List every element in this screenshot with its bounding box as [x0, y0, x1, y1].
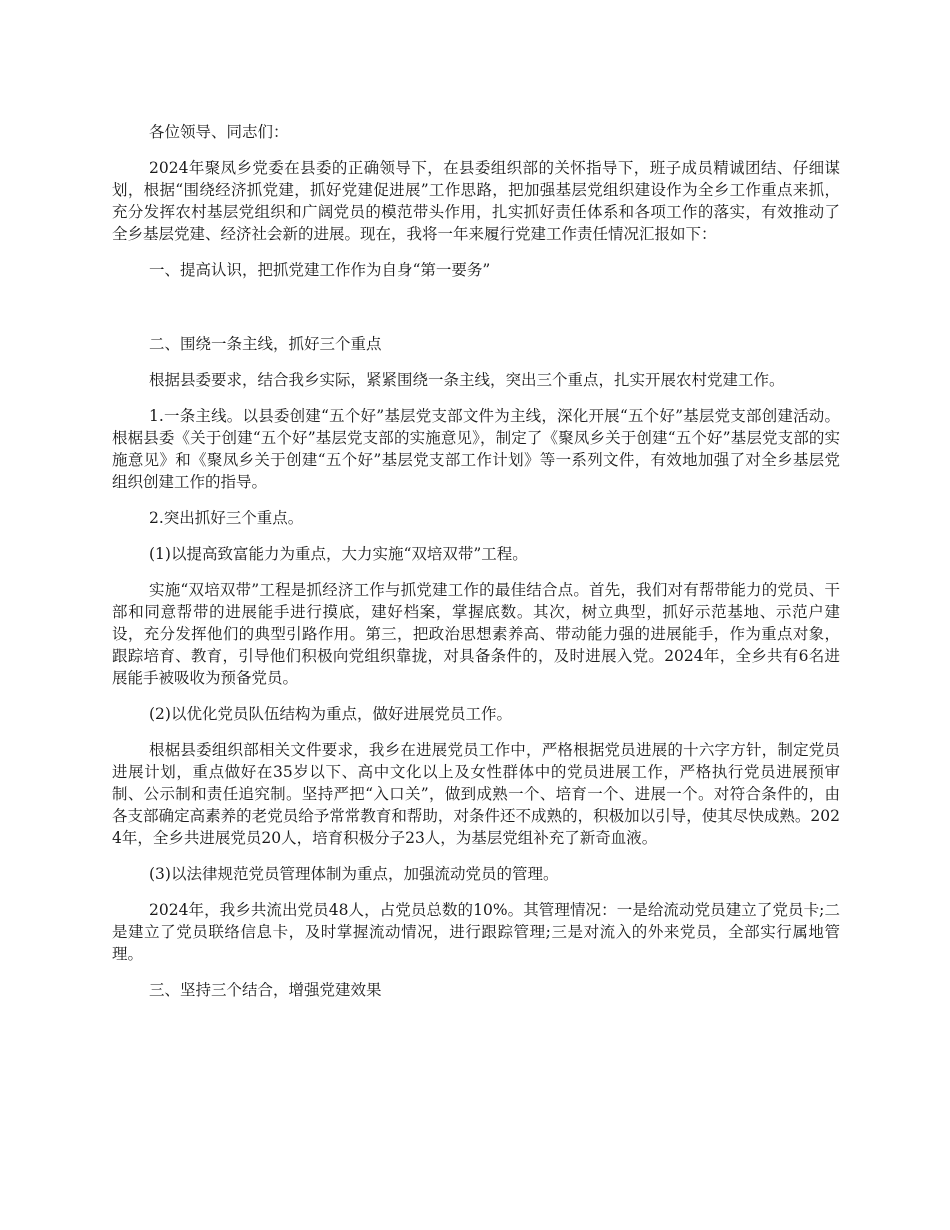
- salutation: 各位领导、同志们：: [149, 123, 289, 141]
- section-2-intro: 根据县委要求，结合我乡实际，紧紧围绕一条主线，突出三个重点，扎实开展农村党建工作。: [149, 371, 785, 389]
- document-body: [112, 121, 840, 1015]
- focus-2-heading: (2)以优化党员队伍结构为重点，做好进展党员工作。: [149, 705, 512, 723]
- intro-paragraph: 2024年聚凤乡党委在县委的正确领导下，在县委组织部的关怀指导下，班子成员精诚团结、仔细谋划，根据“围绕经济抓党建，抓好党建促进展”工作思路，把加强基层党组织建设作为全乡工作重点来抓，充分发挥农村基层党组织和广阔党员的模范带头作用，扎实抓好责任体系和各项工作的落实，有效推动了全乡基层党建、经济社会新的进展。现在，我将一年来履行党建工作责任情况汇报如下：: [112, 159, 840, 243]
- section-heading-1: 一、提高认识，把抓党建工作作为自身“第一要务”: [149, 261, 491, 279]
- focus-1-heading: (1)以提高致富能力为重点，大力实施“双培双带”工程。: [149, 545, 528, 563]
- focus-3-paragraph: 2024年，我乡共流出党员48人，占党员总数的10%。其管理情况：一是给流动党员建立了党员卡;二是建立了党员联络信息卡，及时掌握流动情况，进行跟踪管理;三是对流入的外来党员，全部实行属地管理。: [112, 901, 840, 963]
- three-focus-heading: 2.突出抓好三个重点。: [149, 509, 304, 527]
- section-heading-3: 三、坚持三个结合，增强党建效果: [149, 981, 382, 999]
- main-line-paragraph: 1.一条主线。以县委创建“五个好”基层党支部文件为主线，深化开展“五个好”基层党支部创建活动。根椐县委《关于创建“五个好”基层党支部的实施意见》，制定了《聚凤乡关于创建“五个好”基层党支部的实施意见》和《聚凤乡关于创建“五个好”基层党支部工作计划》等一系列文件，有效地加强了对全乡基层党组织创建工作的指导。: [112, 407, 840, 491]
- section-heading-2: 二、围绕一条主线，抓好三个重点: [149, 335, 382, 353]
- focus-1-paragraph: 实施“双培双带”工程是抓经济工作与抓党建工作的最佳结合点。首先，我们对有帮带能力的党员、干部和同意帮带的进展能手进行摸底，建好档案，掌握底数。其次，树立典型，抓好示范基地、示范户建设，充分发挥他们的典型引路作用。第三，把政治思想素养高、带动能力强的进展能手，作为重点对象，跟踪培育、教育，引导他们积极向党组织靠拢，对具备条件的，及时进展入党。2024年，全乡共有6名进展能手被吸收为预备党员。: [112, 581, 840, 687]
- focus-2-paragraph: 根椐县委组织部相关文件要求，我乡在进展党员工作中，严格根据党员进展的十六字方针，制定党员进展计划，重点做好在35岁以下、高中文化以上及女性群体中的党员进展工作，严格执行党员进展预审制、公示制和责任追究制。坚持严把“入口关”，做到成熟一个、培育一个、进展一个。对符合条件的，由各支部确定高素养的老党员给予常常教育和帮助，对条件还不成熟的，积极加以引导，使其尽快成熟。2024年，全乡共进展党员20人，培育积极分子23人，为基层党组补充了新奇血液。: [112, 741, 840, 847]
- focus-3-heading: (3)以法律规范党员管理体制为重点，加强流动党员的管理。: [149, 865, 559, 883]
